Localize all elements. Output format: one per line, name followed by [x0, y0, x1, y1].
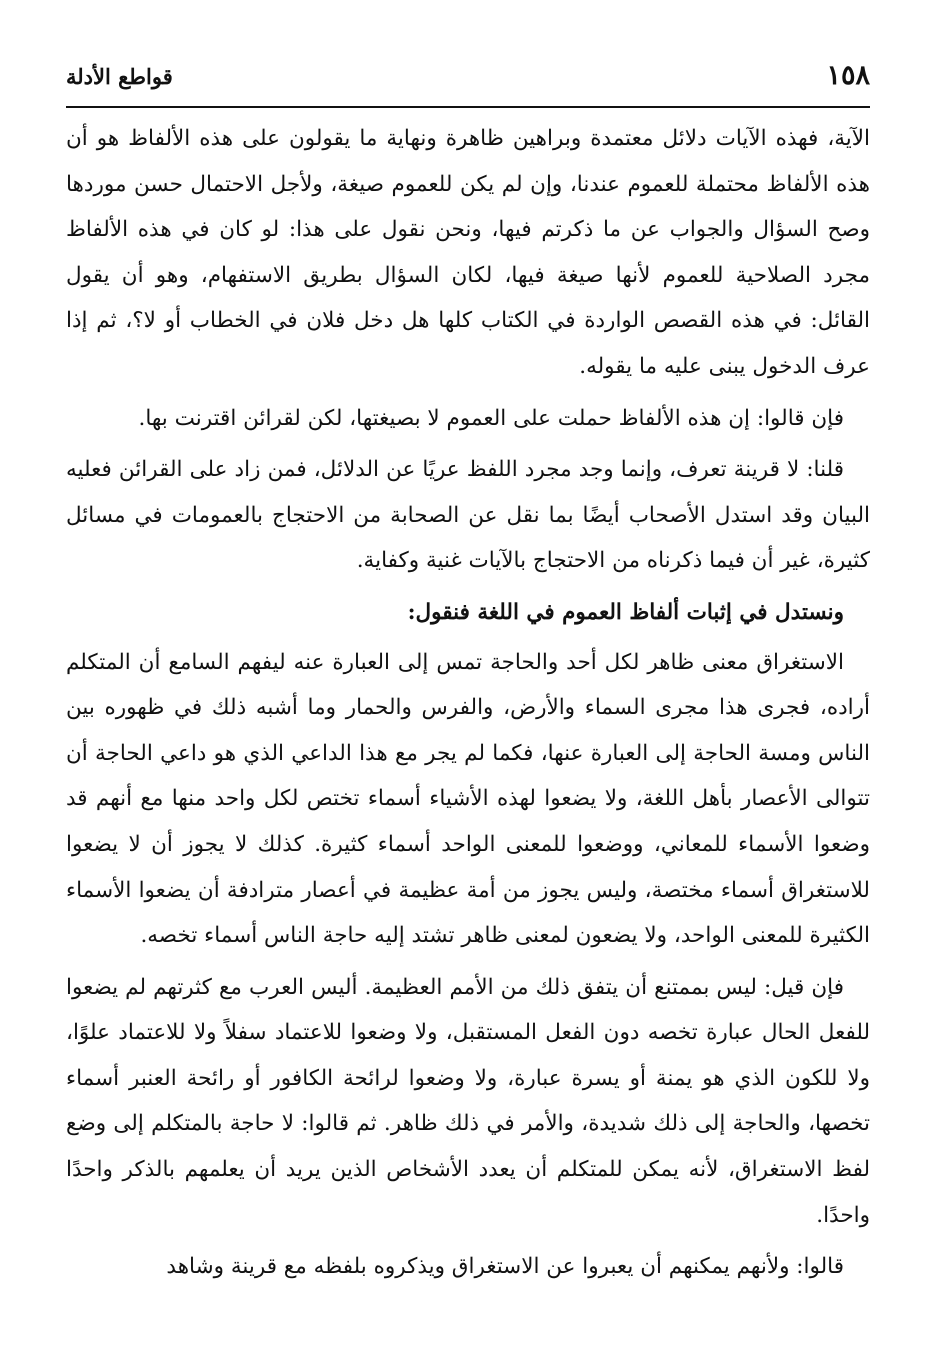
body-text: [66, 116, 870, 1296]
section-heading: ونستدل في إثبات ألفاظ العموم في اللغة فنقول:: [407, 599, 844, 625]
paragraph: الآية، فهذه الآيات دلائل معتمدة وبراهين ظاهرة ونهاية ما يقولون على هذه الألفاظ هو أن هذه الألفاظ محتملة للعموم عندنا، وإن لم يكن للعموم صيغة، ولأجل الاحتمال حسن موردها وصح السؤال والجواب عن ما ذكرتم فيها، ونحن نقول على هذا: لو كان في هذه الألفاظ مجرد الصلاحية للعموم لأنها صيغة فيها، لكان السؤال بطريق الاستفهام، وهو أن يقول القائل: في هذه القصص الواردة في الكتاب كلها هل دخل فلان في الخطاب أو لا؟، ثم إذا عرف الدخول يبنى عليه ما يقوله.: [66, 126, 870, 379]
paragraph: قلنا: لا قرينة تعرف، وإنما وجد مجرد اللفظ عريًا عن الدلائل، فمن زاد على القرائن فعليه البيان وقد استدل الأصحاب أيضًا بما نقل عن الصحابة من الاحتجاج بالعمومات في مسائل كثيرة، غير أن فيما ذكرناه من الاحتجاج بالآيات غنية وكفاية.: [66, 457, 870, 574]
page-number: ١٥٨: [826, 60, 870, 91]
paragraph: فإن قيل: ليس بممتنع أن يتفق ذلك من الأمم العظيمة. أليس العرب مع كثرتهم لم يضعوا للفعل الحال عبارة تخصه دون الفعل المستقبل، ولا وضعوا للاعتماد سفلاً ولا للاعتماد علوًا، ولا للكون الذي هو يمنة أو يسرة عبارة، ولا وضعوا لرائحة الكافور أو رائحة العنبر أسماء تخصها، والحاجة إلى ذلك شديدة، والأمر في ذلك ظاهر. ثم قالوا: لا حاجة بالمتكلم إلى وضع لفظ الاستغراق، لأنه يمكن للمتكلم أن يعدد الأشخاص الذين يريد أن يعلمهم بالذكر واحدًا واحدًا.: [66, 974, 870, 1228]
page-header: [66, 58, 870, 108]
paragraph: فإن قالوا: إن هذه الألفاظ حملت على العموم لا بصيغتها، لكن لقرائن اقترنت بها.: [138, 405, 844, 431]
running-title: قواطع الأدلة: [66, 64, 173, 89]
paragraph: قالوا: ولأنهم يمكنهم أن يعبروا عن الاستغراق ويذكروه بلفظه مع قرينة وشاهد: [166, 1254, 844, 1280]
paragraph: الاستغراق معنى ظاهر لكل أحد والحاجة تمس إلى العبارة عنه ليفهم السامع أن المتكلم أراده، فجرى هذا مجرى السماء والأرض، والفرس والحمار وما أشبه ذلك في ظهوره بين الناس ومسة الحاجة إلى العبارة عنها، فكما لم يجر مع هذا الداعي الذي هو داعي الحاجة أن تتوالى الأعصار بأهل اللغة، ولا يضعوا لهذه الأشياء أسماء تختص لكل واحد منها مع أنهم قد وضعوا الأسماء للمعاني، ووضعوا للمعنى الواحد أسماء كثيرة. كذلك لا يجوز أن لا يضعوا للاستغراق أسماء مختصة، وليس يجوز من أمة عظيمة في أعصار مترادفة أن يضعوا الأسماء الكثيرة للمعنى الواحد، ولا يضعون لمعنى ظاهر تشتد إليه حاجة الناس أسماء تخصه.: [66, 649, 870, 949]
